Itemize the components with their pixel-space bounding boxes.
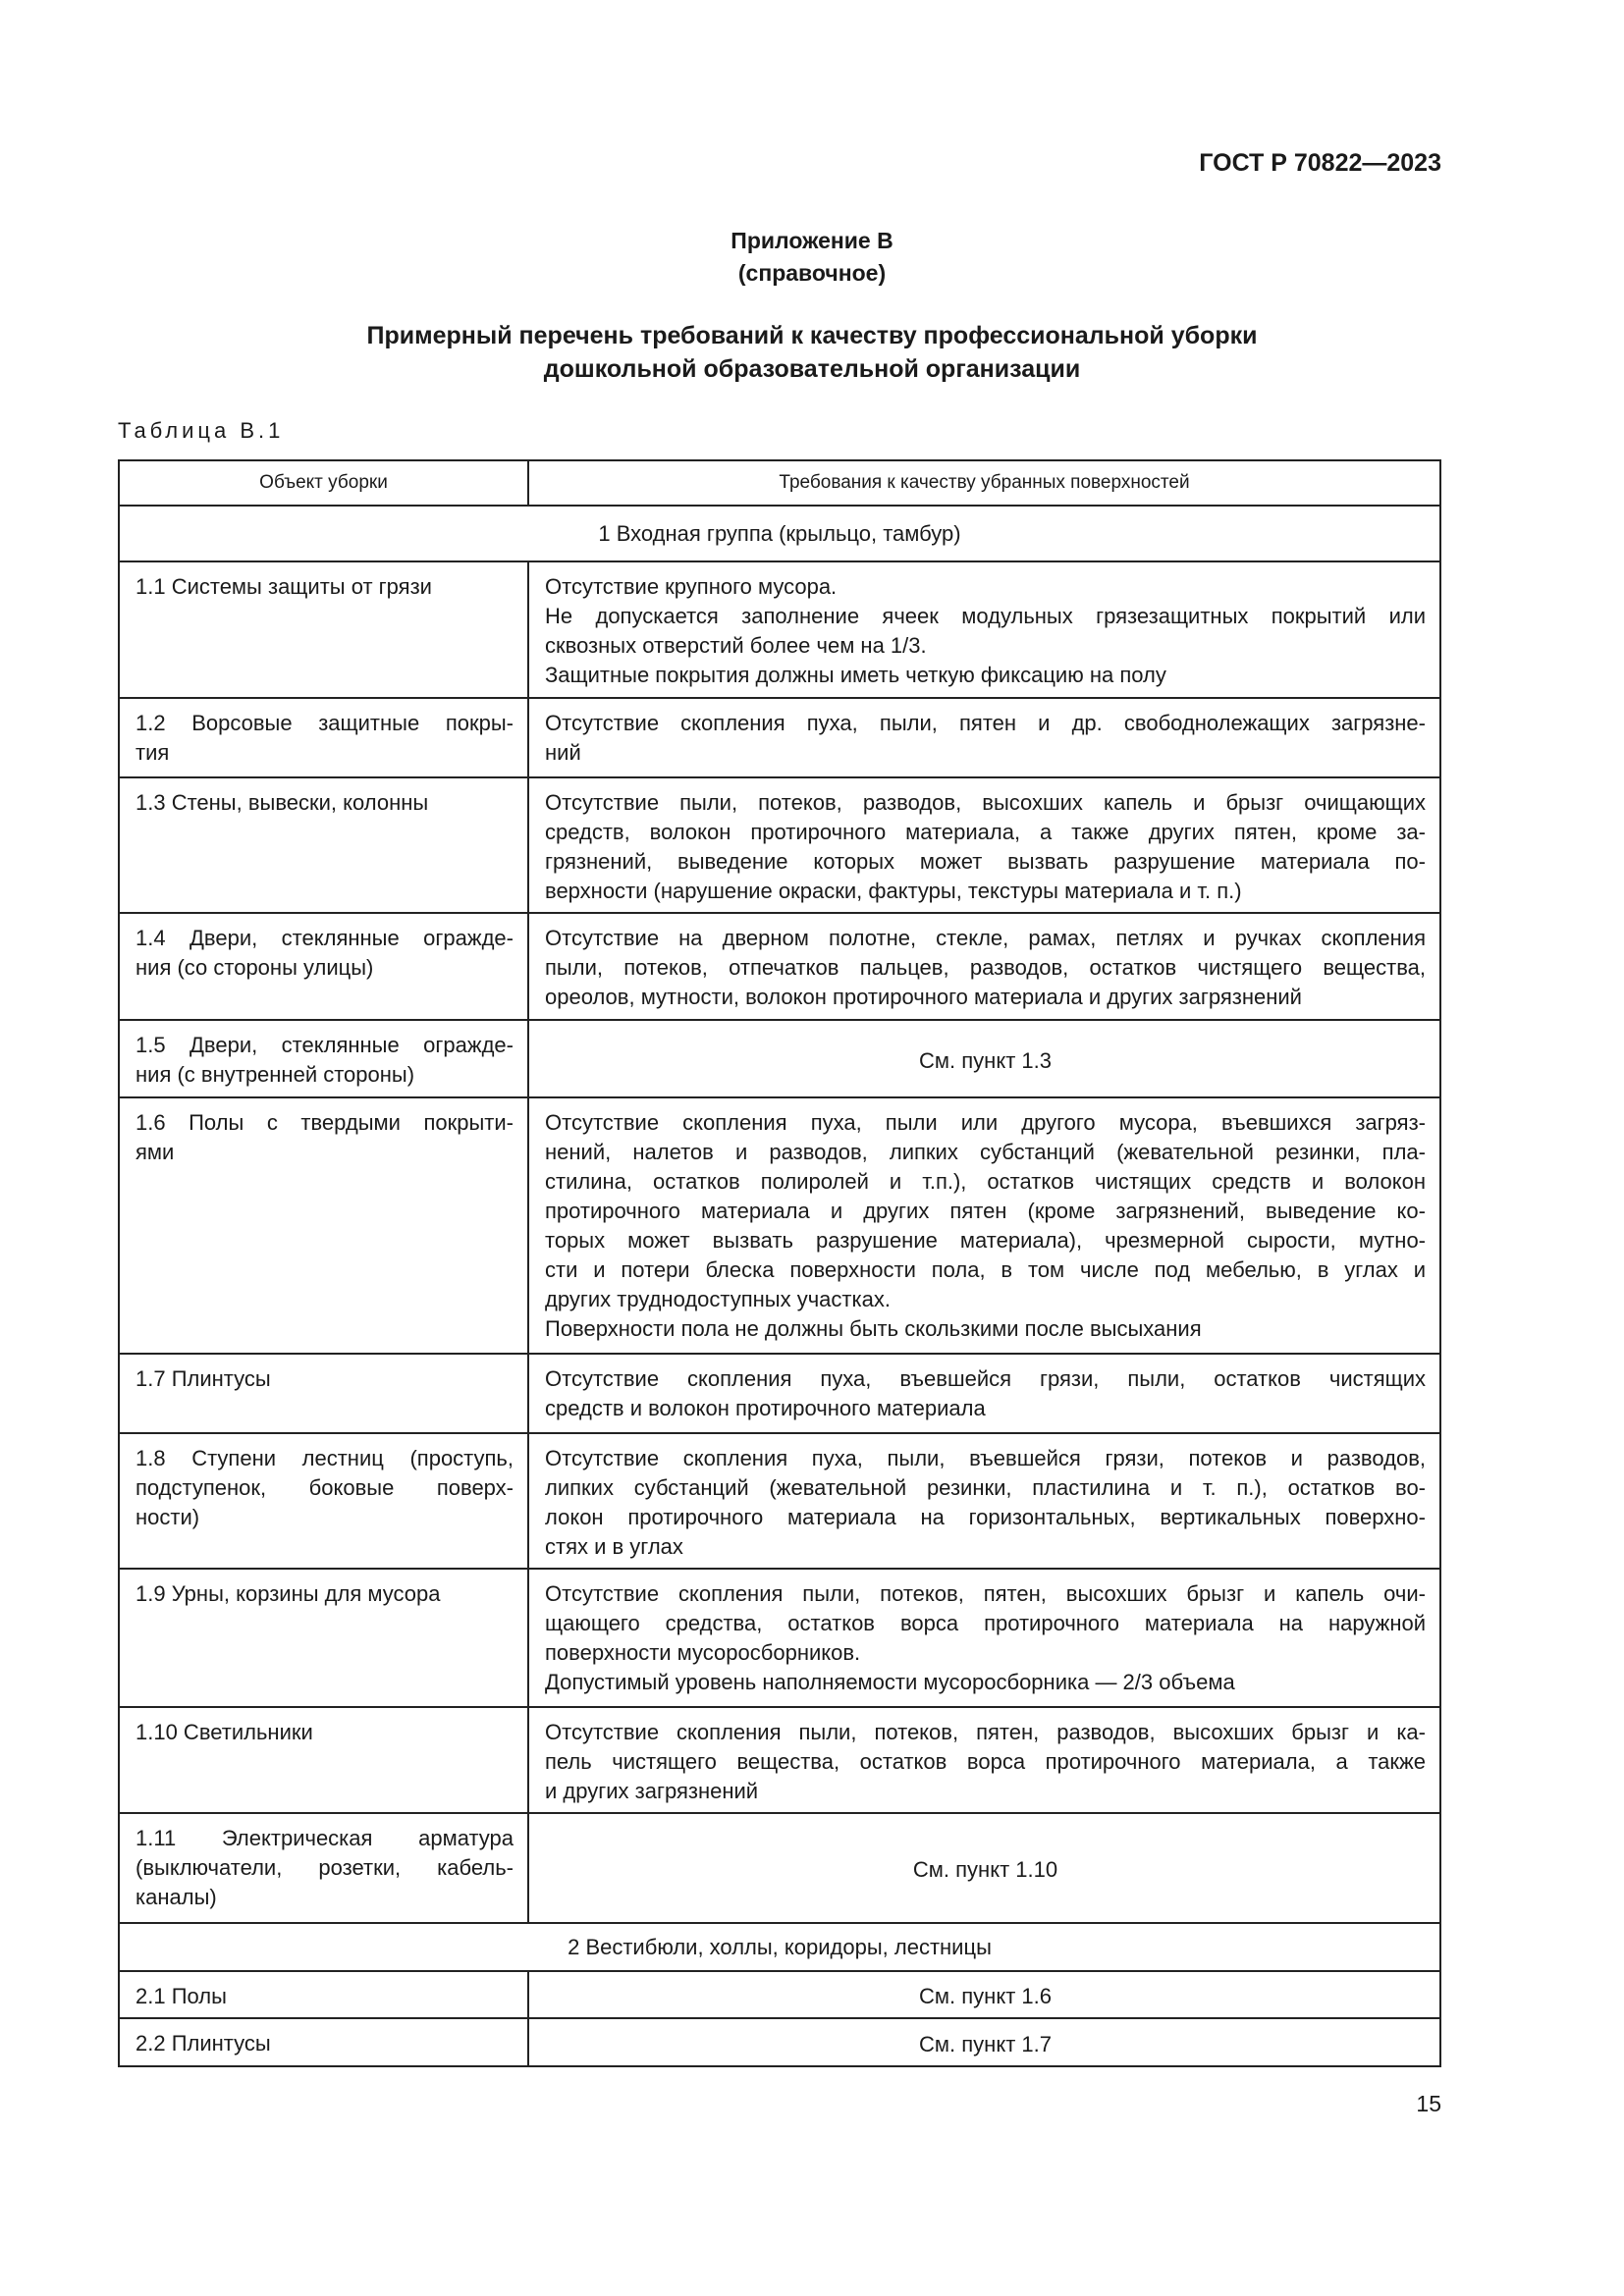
table-row [119, 913, 1440, 1020]
text-line: Отсутствие скопления пыли, потеков, пятен, разводов, высохших брызг и ка- [545, 1720, 1426, 1744]
table-label: Таблица В.1 [118, 418, 285, 443]
reference-cell: См. пункт 1.10 [528, 1813, 1440, 1923]
requirements-cell [528, 1433, 1440, 1569]
object-cell [119, 1569, 528, 1707]
page-number: 15 [1416, 2091, 1441, 2116]
text-line: Отсутствие скопления пыли, потеков, пятен, высохших брызг и капель очи- [545, 1581, 1426, 1606]
requirements-cell [528, 1569, 1440, 1707]
requirements-cell [528, 1097, 1440, 1354]
text-line: средств, волокон протирочного материала, а также других пятен, кроме за- [545, 820, 1426, 844]
object-cell [119, 698, 528, 777]
text-line: локон протирочного материала на горизонтальных, вертикальных поверхно- [545, 1505, 1426, 1529]
object-cell [119, 1097, 528, 1354]
text-line: поверхности мусоросборников. [545, 1640, 861, 1665]
text-line: других труднодоступных участках. [545, 1287, 891, 1311]
text-line: 1.5 Двери, стеклянные огражде- [135, 1033, 514, 1057]
object-cell [119, 1813, 528, 1923]
object-cell [119, 561, 528, 698]
object-cell [119, 1354, 528, 1433]
text-line: нений, налетов и разводов, липких субстанций (жевательной резинки, пла- [545, 1140, 1426, 1164]
text-line: 1.1 Системы защиты от грязи [135, 574, 432, 599]
table-row [119, 1971, 1440, 2018]
text-line: пель чистящего вещества, остатков ворса протирочного материала, а также [545, 1749, 1426, 1774]
annex-type: (справочное) [737, 260, 887, 286]
page-title-line-1: Примерный перечень требований к качеству профессиональной уборки [366, 322, 1258, 349]
object-cell [119, 1433, 528, 1569]
reference-cell: См. пункт 1.7 [528, 2018, 1440, 2066]
reference-cell: См. пункт 1.6 [528, 1971, 1440, 2018]
document-code: ГОСТ Р 70822—2023 [1199, 149, 1441, 177]
text-line: средств и волокон протирочного материала [545, 1396, 986, 1420]
text-line: 1.4 Двери, стеклянные огражде- [135, 926, 514, 950]
text-line: Отсутствие на дверном полотне, стекле, рамах, петлях и ручках скопления [545, 926, 1426, 950]
text-line: торых может вызвать разрушение материала), чрезмерной сырости, мутно- [545, 1228, 1426, 1253]
text-line: 2.2 Плинтусы [135, 2031, 271, 2056]
text-line: грязнений, выведение которых может вызвать разрушение материала по- [545, 849, 1426, 874]
text-line: Не допускается заполнение ячеек модульных грязезащитных покрытий или [545, 604, 1426, 628]
table-row [119, 1354, 1440, 1433]
requirements-cell [528, 913, 1440, 1020]
text-line: Отсутствие скопления пуха, пыли или другого мусора, въевшихся загряз- [545, 1110, 1426, 1135]
object-cell [119, 913, 528, 1020]
section-row [119, 1923, 1440, 1971]
text-line: 1.9 Урны, корзины для мусора [135, 1581, 441, 1606]
text-line: 1.7 Плинтусы [135, 1366, 271, 1391]
text-line: 1.3 Стены, вывески, колонны [135, 790, 429, 815]
text-line: 1.11 Электрическая арматура [135, 1826, 514, 1850]
section-title: 1 Входная группа (крыльцо, тамбур) [119, 506, 1440, 561]
table-row [119, 1569, 1440, 1707]
text-line: сти и потери блеска поверхности пола, в том числе под мебелью, в углах и [545, 1257, 1426, 1282]
text-line: 2.1 Полы [135, 1984, 227, 2008]
text-line: подступенок, боковые поверх- [135, 1475, 514, 1500]
column-header-requirements: Требования к качеству убранных поверхностей [528, 460, 1440, 506]
table-row [119, 561, 1440, 698]
text-line: Отсутствие крупного мусора. [545, 574, 838, 599]
text-line: и других загрязнений [545, 1779, 759, 1803]
text-line: Отсутствие пыли, потеков, разводов, высохших капель и брызг очищающих [545, 790, 1426, 815]
table-row [119, 2018, 1440, 2066]
text-line: ния (с внутренней стороны) [135, 1062, 415, 1087]
table-row [119, 777, 1440, 913]
text-line: тия [135, 740, 170, 765]
text-line: стилина, остатков полиролей и т.п.), остатков чистящих средств и волокон [545, 1169, 1426, 1194]
object-cell [119, 777, 528, 913]
text-line: 1.8 Ступени лестниц (проступь, [135, 1446, 514, 1470]
text-line: 1.10 Светильники [135, 1720, 313, 1744]
text-line: верхности (нарушение окраски, фактуры, текстуры материала и т. п.) [545, 879, 1242, 903]
requirements-cell [528, 698, 1440, 777]
text-line: (выключатели, розетки, кабель- [135, 1855, 514, 1880]
object-cell [119, 1707, 528, 1813]
text-line: 1.2 Ворсовые защитные покры- [135, 711, 514, 735]
text-line: Защитные покрытия должны иметь четкую фиксацию на полу [545, 663, 1166, 687]
reference-cell: См. пункт 1.3 [528, 1020, 1440, 1097]
column-header-object: Объект уборки [119, 460, 528, 506]
object-cell [119, 1971, 528, 2018]
requirements-cell [528, 1707, 1440, 1813]
text-line: Отсутствие скопления пуха, пыли, пятен и др. свободнолежащих загрязне- [545, 711, 1426, 735]
text-line: ями [135, 1140, 175, 1164]
text-line: Отсутствие скопления пуха, пыли, въевшейся грязи, потеков и разводов, [545, 1446, 1426, 1470]
annex-label: Приложение В [731, 228, 893, 253]
text-line: протирочного материала и других пятен (кроме загрязнений, выведение ко- [545, 1199, 1426, 1223]
text-line: 1.6 Полы с твердыми покрыти- [135, 1110, 514, 1135]
text-line: сквозных отверстий более чем на 1/3. [545, 633, 927, 658]
object-cell [119, 2018, 528, 2066]
requirements-cell [528, 561, 1440, 698]
text-line: ния (со стороны улицы) [135, 955, 374, 980]
section-row [119, 506, 1440, 561]
text-line: пыли, потеков, отпечатков пальцев, разводов, остатков чистящего вещества, [545, 955, 1426, 980]
table-header [119, 460, 1440, 506]
text-line: стях и в углах [545, 1534, 683, 1559]
table-row [119, 1813, 1440, 1923]
text-line: ности) [135, 1505, 200, 1529]
table-row [119, 1433, 1440, 1569]
section-title: 2 Вестибюли, холлы, коридоры, лестницы [119, 1923, 1440, 1971]
text-line: щающего средства, остатков ворса протирочного материала на наружной [545, 1611, 1426, 1635]
text-line: Отсутствие скопления пуха, въевшейся грязи, пыли, остатков чистящих [545, 1366, 1426, 1391]
text-line: Поверхности пола не должны быть скользкими после высыхания [545, 1316, 1202, 1341]
text-line: ний [545, 740, 581, 765]
object-cell [119, 1020, 528, 1097]
page-title-line-2: дошкольной образовательной организации [543, 355, 1081, 383]
table-row [119, 698, 1440, 777]
requirements-cell [528, 777, 1440, 913]
text-line: каналы) [135, 1885, 217, 1909]
table-row [119, 1020, 1440, 1097]
table-row [119, 1707, 1440, 1813]
text-line: липких субстанций (жевательной резинки, пластилина и т. п.), остатков во- [545, 1475, 1426, 1500]
requirements-table [118, 459, 1441, 2067]
text-line: Допустимый уровень наполняемости мусоросборника — 2/3 объема [545, 1670, 1235, 1694]
text-line: ореолов, мутности, волокон протирочного материала и других загрязнений [545, 985, 1302, 1009]
table-row [119, 1097, 1440, 1354]
requirements-cell [528, 1354, 1440, 1433]
